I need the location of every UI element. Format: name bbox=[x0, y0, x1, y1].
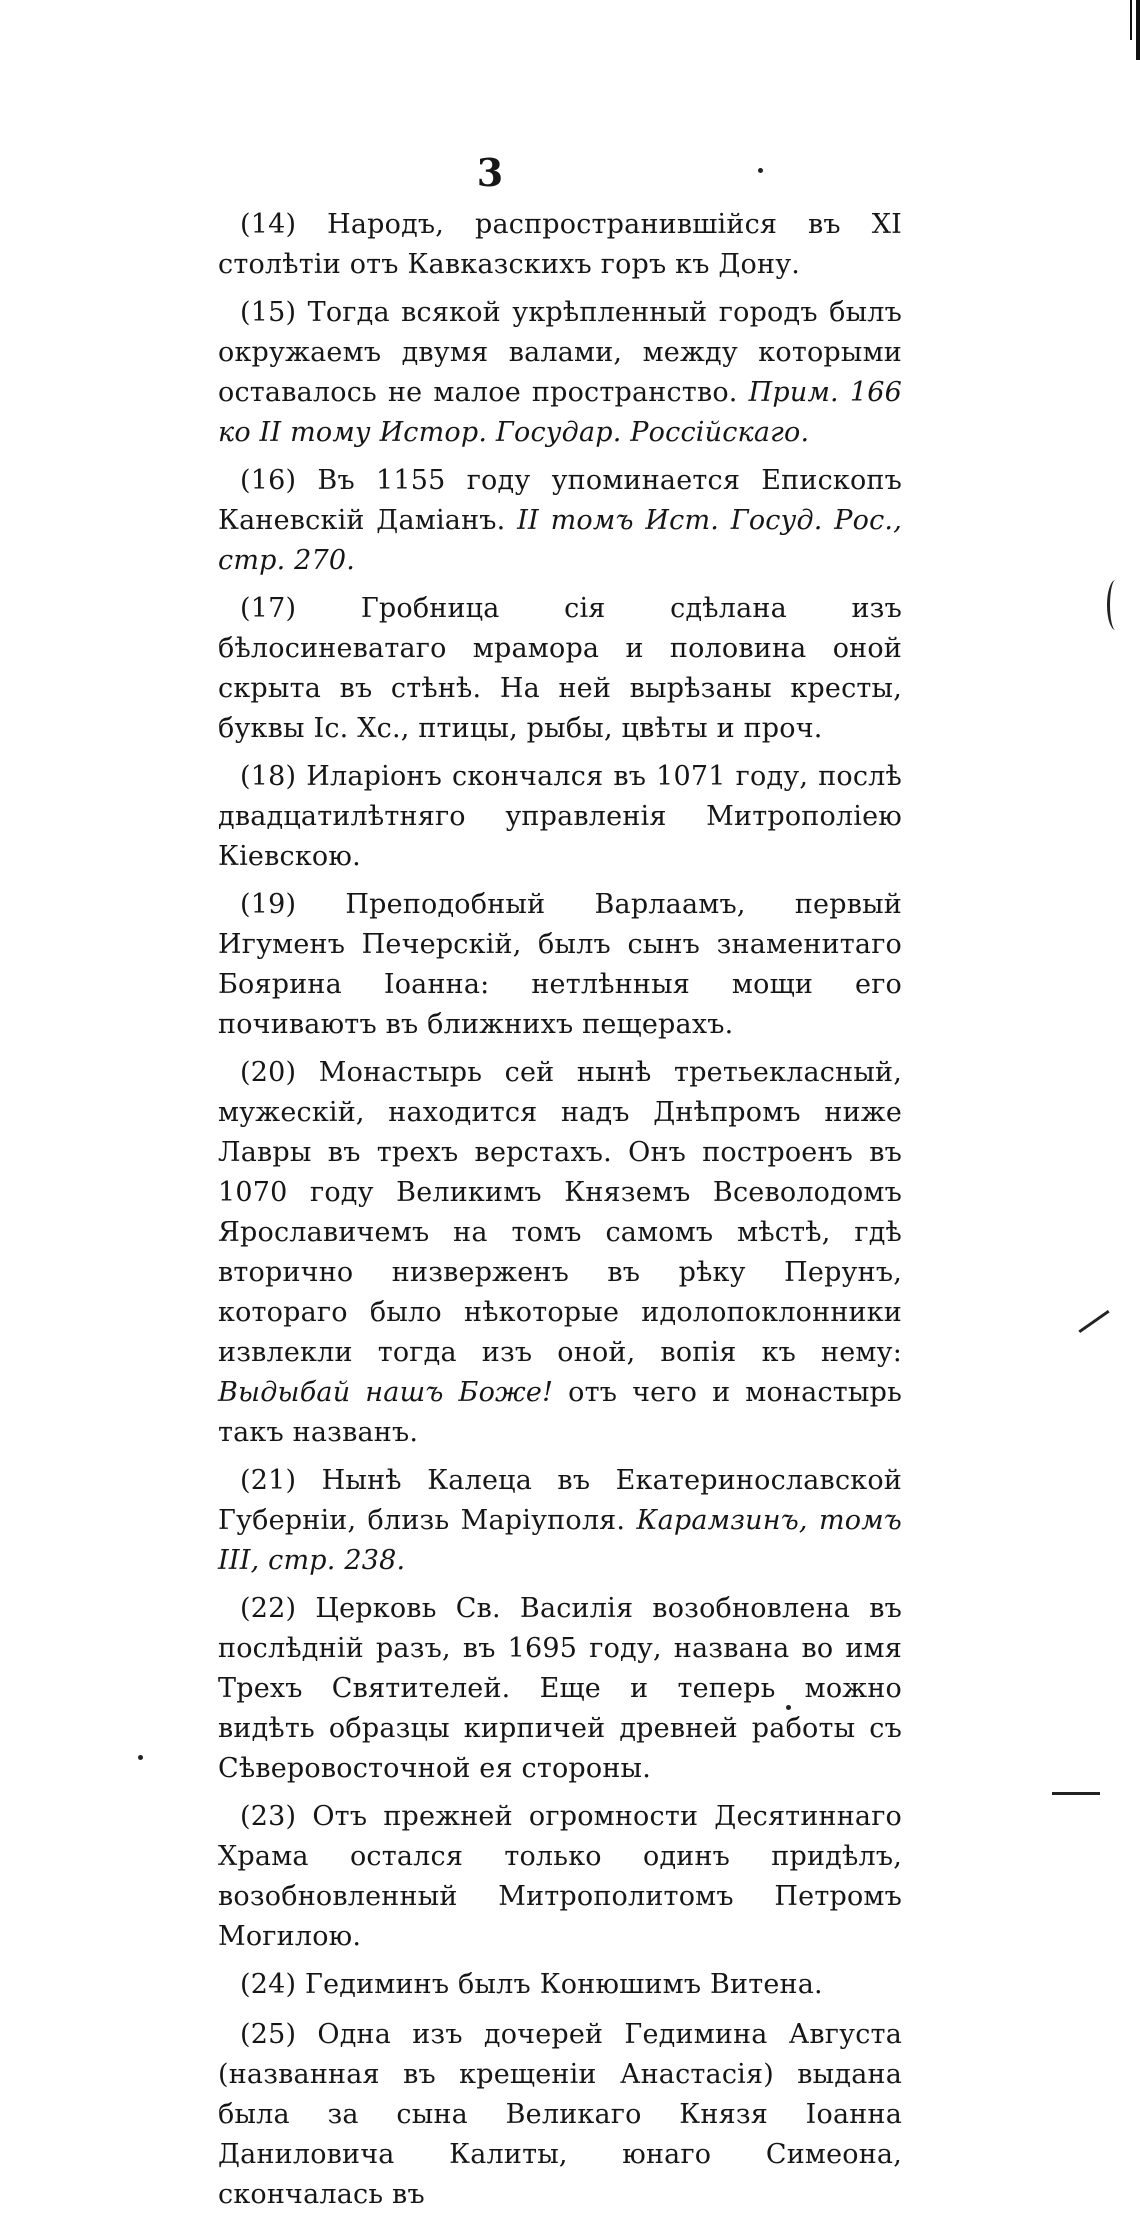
margin-scan-mark bbox=[1052, 1792, 1100, 1795]
note-text: (24) Гедиминъ былъ Конюшимъ Витена. bbox=[240, 1969, 823, 2000]
note-18 bbox=[218, 757, 902, 877]
note-15 bbox=[218, 293, 902, 453]
note-citation: II томъ Ист. Госуд. Рос., стр. 270. bbox=[218, 505, 902, 576]
scan-edge-mark bbox=[1136, 0, 1140, 60]
scan-speck bbox=[138, 1755, 143, 1760]
note-text: (20) Монастырь сей нынѣ третьекласный, мужескiй, находится надъ Днѣпромъ ниже Лавры въ трехъ верстахъ. Онъ построенъ въ 1070 году Великимъ Княземъ Всеволодомъ Ярославичемъ на томъ самомъ мѣстѣ, гдѣ вторично низверженъ въ рѣку Перунъ, котораго было нѣкоторые идолопоклонники извлекли тогда изъ оной, вопiя къ нему: bbox=[218, 1057, 902, 1368]
note-text: (14) Народъ, распространившiйся въ XI столѣтiи отъ Кавказскихъ горъ къ Дону. bbox=[218, 209, 902, 280]
note-19 bbox=[218, 885, 902, 1045]
note-text: (21) Нынѣ Калеца въ Екатеринославской Губернiи, близь Марiуполя. bbox=[218, 1465, 902, 1536]
note-23 bbox=[218, 1797, 902, 1957]
note-quote: Выдыбай нашъ Боже! bbox=[218, 1377, 554, 1408]
note-16 bbox=[218, 461, 902, 581]
note-22 bbox=[218, 1589, 902, 1789]
footnotes bbox=[218, 205, 902, 2223]
margin-scan-mark bbox=[1078, 1310, 1109, 1333]
note-20 bbox=[218, 1053, 902, 1453]
note-text: (19) Преподобный Варлаамъ, первый Игуменъ Печерскiй, былъ сынъ знаменитаго Боярина Iоанна: нетлѣнныя мощи его почиваютъ въ ближнихъ пещерахъ. bbox=[218, 889, 902, 1040]
note-text: (15) Тогда всякой укрѣпленный городъ былъ окружаемъ двумя валами, между которыми оставалось не малое пространство. bbox=[218, 297, 902, 408]
scan-speck bbox=[786, 1705, 791, 1710]
note-citation: Карамзинъ, томъ III, стр. 238. bbox=[218, 1505, 902, 1576]
scan-edge-mark-secondary bbox=[1130, 0, 1132, 40]
note-21 bbox=[218, 1461, 902, 1581]
note-text: (22) Церковь Св. Василiя возобновлена въ послѣднiй разъ, въ 1695 году, названа во имя Трехъ Святителей. Еще и теперь можно видѣть образцы кирпичей древней работы съ Сѣверовосточной ея стороны. bbox=[218, 1593, 902, 1784]
note-text: (25) Одна изъ дочерей Гедимина Августа (названная въ крещенiи Анастасiя) выдана была за сына Великаго Князя Iоанна Даниловича Калиты, юнаго Симеона, скончалась въ bbox=[218, 2019, 902, 2210]
note-text: (16) Въ 1155 году упоминается Епископъ Каневскiй Дамiанъ. bbox=[218, 465, 902, 536]
margin-scan-mark bbox=[1107, 580, 1124, 630]
page-number: 3 bbox=[476, 150, 504, 195]
note-text: (23) Отъ прежней огромности Десятиннаго Храма остался только одинъ придѣлъ, возобновленный Митрополитомъ Петромъ Могилою. bbox=[218, 1801, 902, 1952]
scan-speck bbox=[758, 168, 763, 173]
note-text: (18) Иларiонъ скончался въ 1071 году, послѣ двадцатилѣтняго управленiя Митрополiею Кiевскою. bbox=[218, 761, 902, 872]
note-text: (17) Гробница сiя сдѣлана изъ бѣлосиневатаго мрамора и половина оной скрыта въ стѣнѣ. На ней вырѣзаны кресты, буквы Iс. Хс., птицы, рыбы, цвѣты и проч. bbox=[218, 593, 902, 744]
note-14 bbox=[218, 205, 902, 285]
note-25 bbox=[218, 2015, 902, 2215]
note-17 bbox=[218, 589, 902, 749]
note-citation: Прим. 166 ко II тому Истор. Государ. Россiйскаго. bbox=[218, 377, 903, 448]
note-text-after: отъ чего и монастырь такъ названъ. bbox=[218, 1377, 902, 1448]
note-24 bbox=[218, 1965, 902, 2005]
